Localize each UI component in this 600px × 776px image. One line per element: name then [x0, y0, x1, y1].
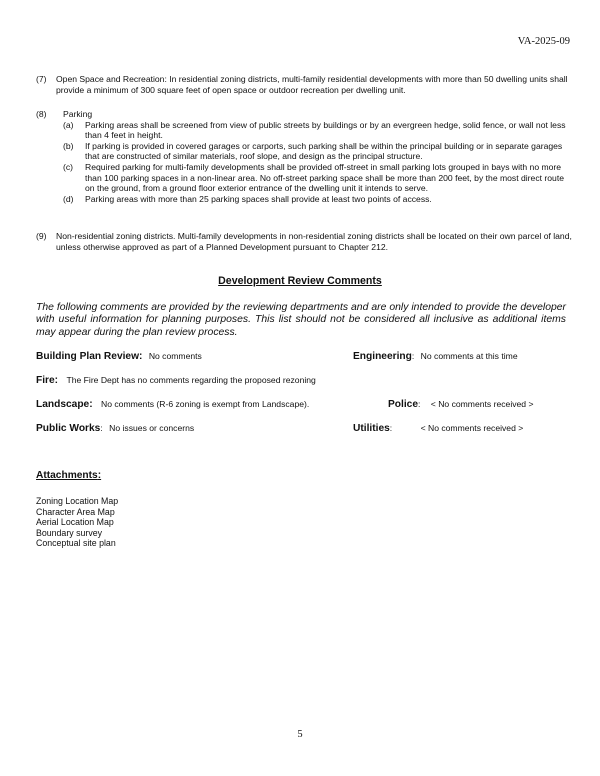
utilities-value: < No comments received > [420, 423, 524, 433]
item-number: (9) [36, 231, 47, 241]
engineering-label: Engineering [353, 351, 412, 362]
item-number: (7) [36, 74, 47, 84]
section-non-residential [36, 231, 572, 252]
review-heading: Development Review Comments [218, 275, 382, 287]
subitem-letter: (a) [63, 119, 74, 130]
attachments-title: Attachments [36, 470, 98, 481]
subitem [63, 194, 572, 205]
review-intro: The following comments are provided by the reviewing departments and are only intended to provide the developer with useful information for planning purposes. This list should not be considered all inclusive as additional items may appear during the plan review process. [36, 302, 566, 338]
subitem [63, 120, 572, 141]
attachment-item: Boundary survey [36, 527, 103, 538]
fire-review [36, 375, 316, 387]
public-works-value: No issues or concerns [109, 423, 195, 433]
public-works-label: Public Works [36, 423, 101, 434]
police-review [388, 399, 534, 411]
page-number: 5 [297, 729, 303, 740]
engineering-value: No comments at this time [420, 351, 518, 361]
subitem-letter: (d) [63, 193, 74, 204]
police-label: Police [388, 399, 419, 410]
subitem-letter: (b) [63, 140, 74, 151]
police-value: < No comments received > [430, 399, 534, 409]
subitem [63, 141, 572, 162]
subitem-text: Parking areas with more than 25 parking spaces shall provide at least two points of access. [85, 193, 432, 204]
subitem [63, 162, 572, 194]
attachment-item: Conceptual site plan [36, 538, 116, 549]
public-works-review [36, 423, 194, 435]
landscape-review [36, 399, 309, 411]
landscape-label: Landscape: [36, 399, 93, 410]
engineering-colon: : [411, 351, 415, 361]
building-review [36, 351, 202, 363]
public-works-colon: : [100, 423, 103, 433]
fire-value: The Fire Dept has no comments regarding the proposed rezoning [66, 375, 316, 385]
subitem-letter: (c) [63, 161, 74, 172]
attachments-heading [36, 471, 101, 482]
utilities-review [353, 423, 523, 435]
subitem-text: Required parking for multi-family developments shall be provided off-street in small parking lots grouped in bays with no more than 100 parking spaces in a non-linear area. No off-street parking space shall be more than 200 feet, by the most direct route on the ground, from a ground floor exterior entrance of the dwelling unit it intends to serve. [85, 161, 564, 194]
building-label: Building Plan Review: [36, 351, 143, 362]
attachments-colon: : [97, 470, 102, 481]
item-text: Non-residential zoning districts. Multi-family developments in non-residential zoning districts shall be located on their own parcel of land, unless otherwise approved as part of a Planned Development pursuant to Chapter 212. [56, 231, 572, 252]
item-text: Open Space and Recreation: In residential zoning districts, multi-family residential developments with more than 50 dwelling units shall provide a minimum of 300 square feet of open space or outdoor recreation per dwelling unit. [56, 74, 568, 95]
engineering-review [353, 351, 518, 363]
subitem-text: If parking is provided in covered garages or carports, such parking shall be within the principal building or in separate garages that are constructed of similar materials, roof slope, and design as the principal structure. [85, 140, 563, 162]
utilities-label: Utilities [353, 423, 390, 434]
utilities-colon: : [389, 423, 393, 433]
attachment-item: Aerial Location Map [36, 517, 114, 528]
building-value: No comments [148, 351, 202, 361]
landscape-value: No comments (R-6 zoning is exempt from Landscape). [101, 399, 310, 409]
item-number: (8) [36, 109, 47, 119]
attachments-list [36, 496, 118, 549]
attachment-item: Character Area Map [36, 506, 115, 517]
section-parking [36, 109, 572, 204]
item-title: Parking [63, 109, 93, 119]
subitem-text: Parking areas shall be screened from view of public streets by buildings or by an evergreen hedge, solid fence, or wall not less than 4 feet in height. [85, 119, 566, 141]
section-open-space [36, 74, 572, 95]
fire-label: Fire: [36, 375, 59, 386]
attachment-item: Zoning Location Map [36, 496, 119, 506]
police-colon: : [418, 399, 421, 409]
document-id: VA-2025-09 [517, 36, 570, 47]
